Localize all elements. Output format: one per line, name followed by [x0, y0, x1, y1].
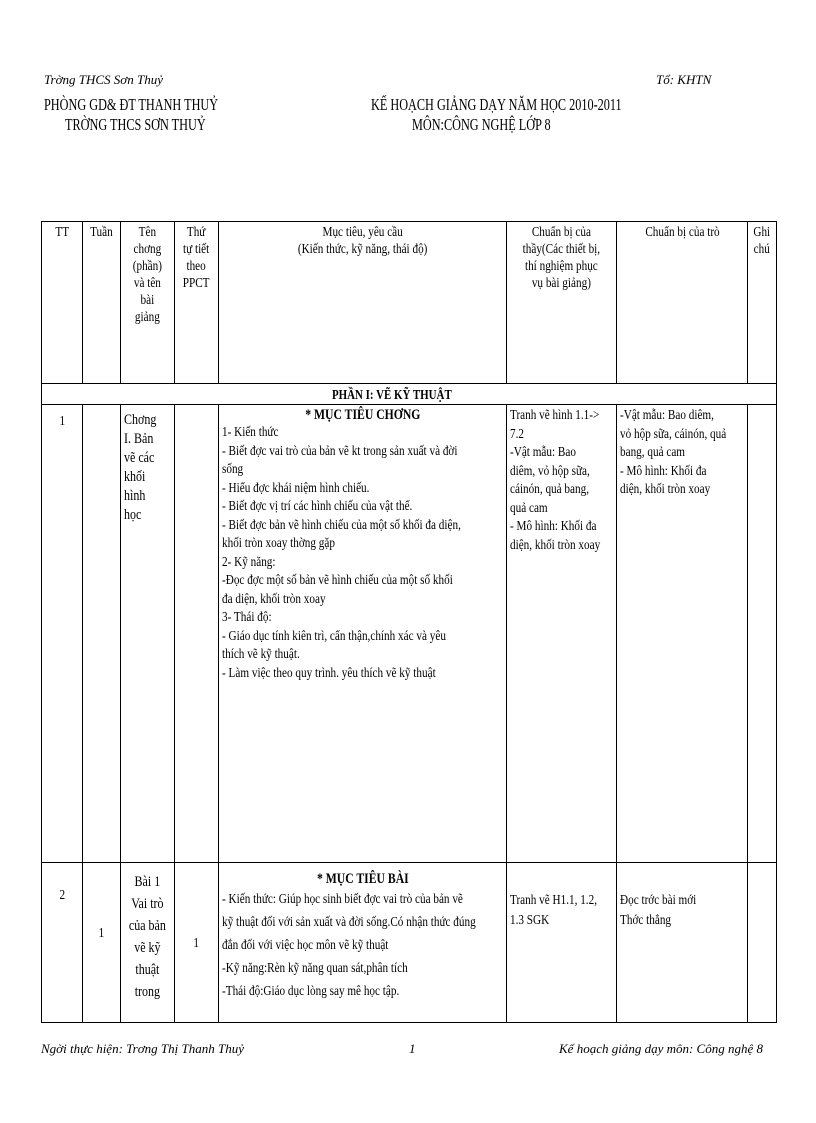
- table-header-row: [42, 222, 777, 384]
- row-goals: * MỤC TIÊU CHƠNG 1- Kiến thức - Biết đợc vai trò của bản vẽ kt trong sản xuất và đời sống - Hiểu đợc khái niệm hình chiếu. - Biết đợc vị trí các hình chiếu của vật thể. - Biết đợc bản vẽ hình chiếu của một số khối đa diện, khối tròn xoay thờng gặp 2- Kỹ năng: -Đọc đợc một số bản vẽ hình chiếu của một số khối đa diện, khối tròn xoay 3- Thái độ: - Giáo dục tính kiên trì, cẩn thận,chính xác và yêu thích vẽ kỹ thuật. - Làm việc theo quy trình. yêu thích vẽ kỹ thuật: [219, 405, 507, 863]
- section-title: PHẦN I: VẼ KỸ THUẬT: [42, 384, 777, 405]
- goal-title: * MỤC TIÊU BÀI: [316, 871, 409, 887]
- teaching-plan-table: [41, 221, 777, 1023]
- row-order: [175, 405, 219, 863]
- row-chapter: Bài 1 Vai trò của bản vẽ kỹ thuật trong: [121, 863, 175, 1023]
- goal-title: * MỤC TIÊU CHƠNG: [304, 407, 421, 423]
- row-week: [83, 405, 121, 863]
- subject-title: MÔN:CÔNG NGHỆ LỚP 8: [412, 115, 551, 134]
- col-header-note: Ghi chú: [748, 222, 777, 384]
- group-script-label: Tổ: KHTN: [656, 72, 712, 87]
- section-row: [42, 384, 777, 405]
- school-name: TRỜNG THCS SƠN THUỶ: [65, 115, 206, 134]
- row-student-prep: Đọc trớc bài mới Thớc thẳng: [617, 863, 748, 1023]
- row-tt: 2: [42, 863, 83, 1023]
- row-note: [748, 405, 777, 863]
- row-goals: * MỤC TIÊU BÀI - Kiến thức: Giúp học sinh biết đợc vai trò của bản vẽ kỹ thuật đối với sản xuất và đời sống.Có nhận thức đúng đắn đối với việc học môn vẽ kỹ thuật -Kỹ năng:Rèn kỹ năng quan sát,phân tích -Thái độ:Giáo dục lòng say mê học tập.: [219, 863, 507, 1023]
- col-header-tt: TT: [42, 222, 83, 384]
- col-header-week: Tuần: [83, 222, 121, 384]
- row-teacher-prep: Tranh vẽ hình 1.1-> 7.2 -Vật mẫu: Bao diêm, vỏ hộp sữa, cáinón, quả bang, quả cam - Mô hình: Khối đa diện, khối tròn xoay: [507, 405, 617, 863]
- row-teacher-prep: Tranh vẽ H1.1, 1.2, 1.3 SGK: [507, 863, 617, 1023]
- footer-author: Ngời thực hiện: Trơng Thị Thanh Thuỷ: [41, 1041, 244, 1056]
- row-order: 1: [175, 863, 219, 1023]
- footer-plan: Kế hoạch giảng dạy môn: Công nghệ 8: [559, 1041, 764, 1056]
- col-header-student-prep: Chuẩn bị của trò: [617, 222, 748, 384]
- row-note: [748, 863, 777, 1023]
- table-row: [42, 863, 777, 1023]
- col-header-chapter: Tên chơng (phần) và tên bài giảng: [121, 222, 175, 384]
- footer-page-number: 1: [409, 1041, 416, 1056]
- school-script-label: Trờng THCS Sơn Thuỷ: [44, 72, 163, 87]
- plan-title: KẾ HOẠCH GIẢNG DẠY NĂM HỌC 2010-2011: [371, 95, 622, 114]
- department-name: PHÒNG GD& ĐT THANH THUỶ: [44, 95, 219, 114]
- row-tt: 1: [42, 405, 83, 863]
- col-header-order: Thứ tự tiết theo PPCT: [175, 222, 219, 384]
- row-week: 1: [83, 863, 121, 1023]
- row-chapter: Chơng I. Bản vẽ các khối hình học: [121, 405, 175, 863]
- table-row: [42, 405, 777, 863]
- row-student-prep: -Vật mẫu: Bao diêm, vỏ hộp sữa, cáinón, quả bang, quả cam - Mô hình: Khối đa diện, khối tròn xoay: [617, 405, 748, 863]
- col-header-teacher-prep: Chuẩn bị của thầy(Các thiết bị, thí nghiệm phục vụ bài giảng): [507, 222, 617, 384]
- col-header-goals: Mục tiêu, yêu cầu (Kiến thức, kỹ năng, thái độ): [219, 222, 507, 384]
